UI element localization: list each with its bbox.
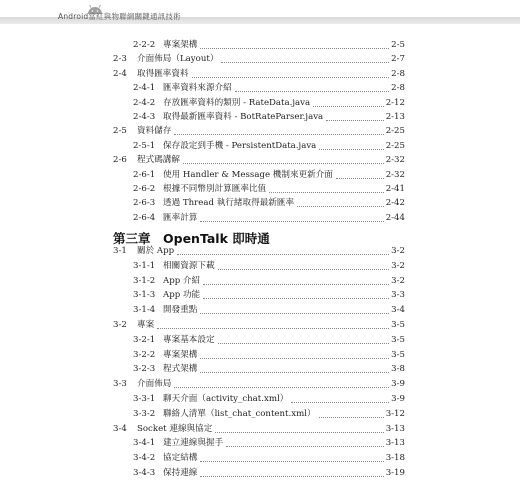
toc-entry-number: 3-4 xyxy=(113,423,127,434)
toc-entry-page: 2-25 xyxy=(385,126,405,137)
toc-entry-number: 3-4-1 xyxy=(133,438,156,449)
toc-entry-number: 3-2-1 xyxy=(133,334,156,345)
toc-entry xyxy=(133,288,405,302)
toc-entry xyxy=(133,466,405,480)
toc-entry-title: 程式架構 xyxy=(163,364,198,375)
dot-leader xyxy=(192,76,390,78)
toc-entry-title: 建立連線與握手 xyxy=(163,438,224,449)
toc-entry xyxy=(133,274,405,288)
toc-entry-number: 2-5-1 xyxy=(133,140,156,151)
toc-entry-title: App 功能 xyxy=(163,290,201,301)
toc-entry-title: 資料儲存 xyxy=(137,126,172,137)
toc-entry-number: 3-2-2 xyxy=(133,349,156,360)
toc-entry-number: 3-1 xyxy=(113,246,127,256)
toc-entry-page: 3-9 xyxy=(391,394,405,404)
toc-entry-title: Socket 連線與協定 xyxy=(137,423,213,434)
toc-entry-page: 2-5 xyxy=(391,40,405,50)
toc-entry-page: 3-2 xyxy=(391,260,405,271)
toc-entry xyxy=(113,52,405,66)
toc-entry xyxy=(133,96,405,110)
toc-entry-title: 開發重點 xyxy=(163,305,198,316)
toc-entry-page: 3-18 xyxy=(385,453,405,464)
toc-entry-title: 相關資源下載 xyxy=(163,260,215,271)
dot-leader xyxy=(218,342,390,344)
toc-entry-title: 專案架構 xyxy=(163,349,198,360)
dot-leader xyxy=(269,191,384,193)
toc-entry-title: 聯絡人清單（list_chat_content.xml） xyxy=(163,408,316,419)
toc-entry-page: 3-4 xyxy=(391,305,405,316)
toc-entry xyxy=(133,168,405,182)
toc-entry-number: 3-1-1 xyxy=(133,260,156,271)
toc-entry-number: 2-3 xyxy=(113,54,127,65)
toc-entry-page: 2-41 xyxy=(385,184,405,194)
dot-leader xyxy=(336,177,384,179)
toc-entry-number: 2-5 xyxy=(113,126,127,137)
toc-entry xyxy=(133,333,405,347)
toc-entry-number: 3-2-3 xyxy=(133,364,156,375)
toc-entry-title: 匯率計算 xyxy=(163,212,198,223)
dot-leader xyxy=(291,401,389,403)
dot-leader xyxy=(157,327,389,329)
toc-entry-page: 3-8 xyxy=(391,364,405,375)
toc-entry-number: 2-2-2 xyxy=(133,40,156,50)
toc-entry-page: 3-12 xyxy=(385,408,405,419)
toc-entry xyxy=(133,139,405,153)
dot-leader xyxy=(174,133,383,135)
toc-entry xyxy=(133,38,405,52)
toc-entry xyxy=(133,407,405,421)
toc-entry-page: 2-7 xyxy=(391,54,405,65)
toc-entry-page: 2-32 xyxy=(385,155,405,166)
dot-leader xyxy=(203,283,389,285)
toc-entry-number: 3-3-2 xyxy=(133,408,156,419)
toc-entry-title: 取得匯率資料 xyxy=(137,68,189,79)
dot-leader xyxy=(319,148,383,150)
toc-entry-title: 介面佈局（Layout） xyxy=(137,54,219,65)
toc-entry xyxy=(133,362,405,376)
toc-entry-number: 2-6-1 xyxy=(133,169,156,180)
dot-leader xyxy=(326,119,384,121)
toc-entry-number: 2-4-2 xyxy=(133,97,156,108)
dot-leader xyxy=(200,220,383,222)
dot-leader xyxy=(177,253,389,255)
toc-entry-title: 專案 xyxy=(137,320,155,330)
toc-entry xyxy=(113,244,405,258)
toc-entry-page: 3-5 xyxy=(391,334,405,345)
dot-leader xyxy=(200,47,389,49)
header-title: Android當紅與物聯網關鍵通訊技術 xyxy=(58,12,181,21)
toc-entry-title: 透過 Thread 執行緒取得最新匯率 xyxy=(163,198,295,209)
dot-leader xyxy=(200,475,383,477)
dot-leader xyxy=(319,416,384,418)
toc-entry-page: 3-2 xyxy=(391,275,405,286)
toc-entry-title: 程式碼講解 xyxy=(137,155,180,166)
dot-leader xyxy=(200,371,389,373)
toc-entry xyxy=(133,392,405,406)
dot-leader xyxy=(313,105,384,107)
toc-entry-page: 2-25 xyxy=(385,140,405,151)
toc-entry-number: 2-6 xyxy=(113,155,127,166)
dot-leader xyxy=(218,268,390,270)
toc-entry-number: 3-1-4 xyxy=(133,305,156,316)
toc-entry-number: 2-6-2 xyxy=(133,184,156,194)
toc-entry-number: 2-4-3 xyxy=(133,112,156,122)
toc-entry-title: 保持連線 xyxy=(163,468,198,478)
dot-leader xyxy=(174,386,389,388)
toc-entry-number: 3-3 xyxy=(113,379,127,390)
dot-leader xyxy=(200,357,389,359)
toc-entry-number: 3-1-2 xyxy=(133,275,156,286)
toc-entry-title: 專案架構 xyxy=(163,40,198,50)
dot-leader xyxy=(221,61,389,63)
toc-entry-title: 取得最新匯率資料 - BotRateParser.java xyxy=(163,112,324,122)
dot-leader xyxy=(200,460,383,462)
toc-entry xyxy=(133,110,405,124)
toc-entry xyxy=(133,81,405,95)
toc-entry-title: 根據不同幣別計算匯率比值 xyxy=(163,184,267,194)
toc-entry-title: 介面佈局 xyxy=(137,379,172,390)
toc-entry xyxy=(113,377,405,391)
toc-entry-page: 2-13 xyxy=(385,112,405,122)
toc-entry-page: 2-8 xyxy=(391,83,405,94)
toc-entry-page: 3-9 xyxy=(391,379,405,390)
toc-entry-page: 3-5 xyxy=(391,349,405,360)
toc-entry xyxy=(133,348,405,362)
dot-leader xyxy=(297,205,384,207)
toc-entry-page: 3-5 xyxy=(391,320,405,330)
toc-entry-page: 3-2 xyxy=(391,246,405,256)
toc-entry-title: 保存設定到手機 - PersistentData.java xyxy=(163,140,317,151)
toc-entry-page: 2-32 xyxy=(385,169,405,180)
toc-entry xyxy=(113,67,405,81)
toc-entry-page: 3-13 xyxy=(385,423,405,434)
dot-leader xyxy=(226,445,384,447)
toc-entry-number: 3-3-1 xyxy=(133,394,156,404)
toc-entry xyxy=(133,303,405,317)
toc-entry-number: 2-6-4 xyxy=(133,212,156,223)
chapter-3-heading: 第三章 OpenTalk 即時通 xyxy=(113,231,270,246)
dot-leader xyxy=(215,431,383,433)
toc-entry-page: 2-8 xyxy=(391,68,405,79)
dot-leader xyxy=(200,312,389,314)
dot-leader xyxy=(203,297,389,299)
toc-entry xyxy=(133,259,405,273)
toc-entry-number: 3-1-3 xyxy=(133,290,156,301)
toc-entry-number: 3-4-3 xyxy=(133,468,156,478)
toc-entry-page: 2-42 xyxy=(385,198,405,209)
toc-entry-title: App 介紹 xyxy=(163,275,201,286)
toc-entry-title: 協定結構 xyxy=(163,453,198,464)
toc-entry xyxy=(133,211,405,225)
toc-entry-number: 3-2 xyxy=(113,320,127,330)
dot-leader xyxy=(183,162,384,164)
toc-entry-number: 2-6-3 xyxy=(133,198,156,209)
toc-entry-number: 2-4-1 xyxy=(133,83,156,94)
toc-entry xyxy=(113,422,405,436)
toc-entry xyxy=(133,436,405,450)
toc-entry xyxy=(113,153,405,167)
dot-leader xyxy=(235,90,389,92)
toc-entry xyxy=(133,451,405,465)
toc-entry-number: 2-4 xyxy=(113,68,127,79)
toc-entry-title: 使用 Handler & Message 機制來更新介面 xyxy=(163,169,333,180)
toc-entry-page: 2-44 xyxy=(385,212,405,223)
toc-entry-title: 匯率資料來源介紹 xyxy=(163,83,232,94)
toc-entry-page: 3-13 xyxy=(385,438,405,449)
toc-entry-page: 2-12 xyxy=(385,97,405,108)
toc-entry-title: 存放匯率資料的類別 - RateData.java xyxy=(163,97,311,108)
toc-entry xyxy=(133,196,405,210)
toc-entry-page: 3-19 xyxy=(385,468,405,478)
toc-entry-number: 3-4-2 xyxy=(133,453,156,464)
toc-entry-page: 3-3 xyxy=(391,290,405,301)
toc-entry-title: 關於 App xyxy=(137,246,175,256)
toc-entry xyxy=(113,318,405,332)
toc-entry xyxy=(133,182,405,196)
toc-entry xyxy=(113,124,405,138)
toc-entry-title: 專案基本設定 xyxy=(163,334,215,345)
toc-entry-title: 聊天介面（activity_chat.xml） xyxy=(163,394,289,404)
